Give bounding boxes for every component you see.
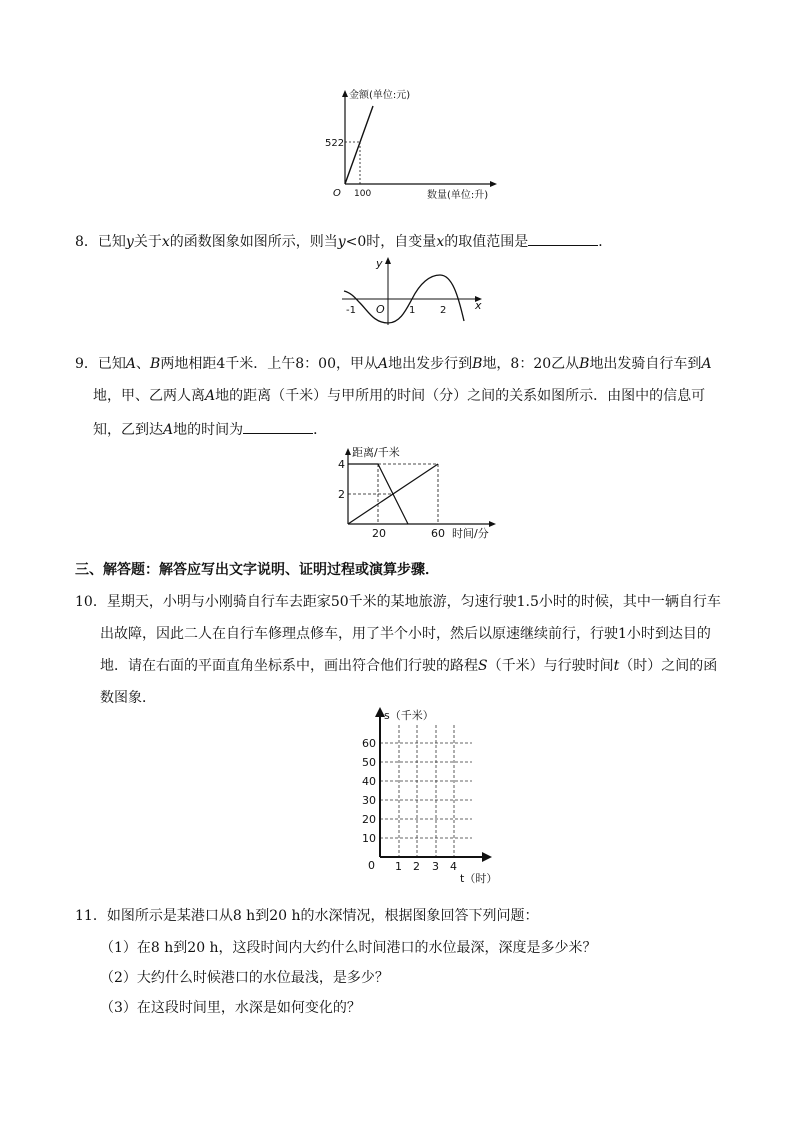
fig10-ytick-20: 20 bbox=[362, 813, 376, 826]
q10-line2: 出故障，因此二人在自行车修理点修车，用了半个小时，然后以原速继续前行，行驶1小时到达目的 bbox=[100, 626, 711, 642]
fig7-line bbox=[345, 106, 373, 184]
fig9-ylabel: 距离/千米 bbox=[352, 446, 400, 459]
fig8-origin: O bbox=[376, 303, 385, 316]
fig8-tick-2: 2 bbox=[440, 305, 447, 316]
q9-line2: 地，甲、乙两人离A地的距离（千米）与甲所用的时间（分）之间的关系如图所示．由图中的信息可 bbox=[93, 388, 706, 404]
fig10-ytick-50: 50 bbox=[362, 756, 376, 769]
q9-answer-blank[interactable] bbox=[243, 418, 313, 434]
q10-line4: 数图象． bbox=[100, 690, 156, 706]
fig9-ytick-2: 2 bbox=[338, 488, 345, 501]
fig9-xtick-20: 20 bbox=[372, 527, 386, 540]
fig10-ytick-10: 10 bbox=[362, 832, 376, 845]
fig9-xtick-60: 60 bbox=[431, 527, 445, 540]
fig8-ylabel: y bbox=[376, 257, 383, 270]
fig8-xlabel: x bbox=[475, 299, 482, 312]
fig10-ylabel: s（千米） bbox=[384, 709, 434, 722]
q11-sub1: （1）在8 h到20 h，这段时间内大约什么时间港口的水位最深，深度是多少米？ bbox=[100, 940, 597, 956]
fig7-xlabel: 数量(单位:升) bbox=[427, 190, 489, 201]
q10-number: 10． bbox=[75, 594, 107, 610]
fig9-xlabel: 时间/分 bbox=[452, 527, 489, 540]
q11-sub2: （2）大约什么时候港口的水位最浅，是多少？ bbox=[100, 970, 389, 986]
section3-title: 三、解答题：解答应写出文字说明、证明过程或演算步骤． bbox=[75, 562, 439, 578]
fig7-xtick: 100 bbox=[354, 189, 372, 199]
fig9-ytick-4: 4 bbox=[338, 458, 345, 471]
fig10-xtick-3: 3 bbox=[432, 860, 439, 873]
fig10-ytick-60: 60 bbox=[362, 737, 376, 750]
fig8-y-arrow bbox=[385, 257, 391, 264]
fig10-xtick-4: 4 bbox=[450, 860, 457, 873]
fig8-tick-1: 1 bbox=[409, 305, 416, 316]
q11-intro: 11．如图所示是某港口从8 h到20 h的水深情况，根据图象回答下列问题： bbox=[75, 908, 539, 924]
fig10-v-gridlines bbox=[399, 725, 454, 857]
fig7-x-arrow bbox=[490, 181, 497, 187]
q8-number: 8． bbox=[75, 234, 98, 250]
fig7-graph bbox=[325, 88, 505, 200]
q9-line1: 9．已知A、B两地相距4千米．上午8：00，甲从A地出发步行到B地，8：20乙从B地出发骑自行车到A bbox=[75, 356, 712, 372]
q11-sub3: （3）在这段时间里，水深是如何变化的？ bbox=[100, 1000, 361, 1016]
fig10-h-gridlines bbox=[380, 743, 472, 838]
fig9-graph bbox=[336, 446, 496, 542]
fig10-ytick-30: 30 bbox=[362, 794, 376, 807]
fig8-tick-neg1: -1 bbox=[346, 305, 356, 316]
fig10-xlabel: t（时） bbox=[460, 872, 498, 885]
fig7-y-arrow bbox=[342, 90, 348, 97]
fig10-origin: 0 bbox=[368, 859, 375, 872]
fig10-grid[interactable] bbox=[360, 705, 500, 885]
q8-answer-blank[interactable] bbox=[528, 230, 598, 246]
fig7-ylabel: 金额(单位:元) bbox=[349, 90, 411, 101]
fig10-ytick-40: 40 bbox=[362, 775, 376, 788]
fig9-y-arrow bbox=[345, 448, 351, 455]
q11-number: 11． bbox=[75, 908, 107, 924]
q9-number: 9． bbox=[75, 356, 98, 372]
fig10-xtick-1: 1 bbox=[395, 860, 402, 873]
fig10-x-arrow bbox=[482, 852, 492, 862]
fig7-origin: O bbox=[333, 188, 341, 199]
fig10-xtick-2: 2 bbox=[413, 860, 420, 873]
fig8-graph bbox=[338, 255, 488, 327]
q10-line1: 10．星期天，小明与小刚骑自行车去距家50千米的某地旅游，匀速行驶1.5小时的时候，其中一辆自行车 bbox=[75, 594, 721, 610]
q10-line3: 地．请在右面的平面直角坐标系中，画出符合他们行驶的路程S（千米）与行驶时间t（时）之间的函 bbox=[100, 658, 718, 674]
q9-line3: 知，乙到达A地的时间为 ． bbox=[93, 418, 327, 440]
fig9-x-arrow bbox=[489, 521, 496, 527]
fig7-ytick: 522 bbox=[325, 138, 345, 149]
q8-text: 8．已知y关于x的函数图象如图所示，则当y<0时，自变量x的取值范围是 ． bbox=[75, 230, 612, 252]
